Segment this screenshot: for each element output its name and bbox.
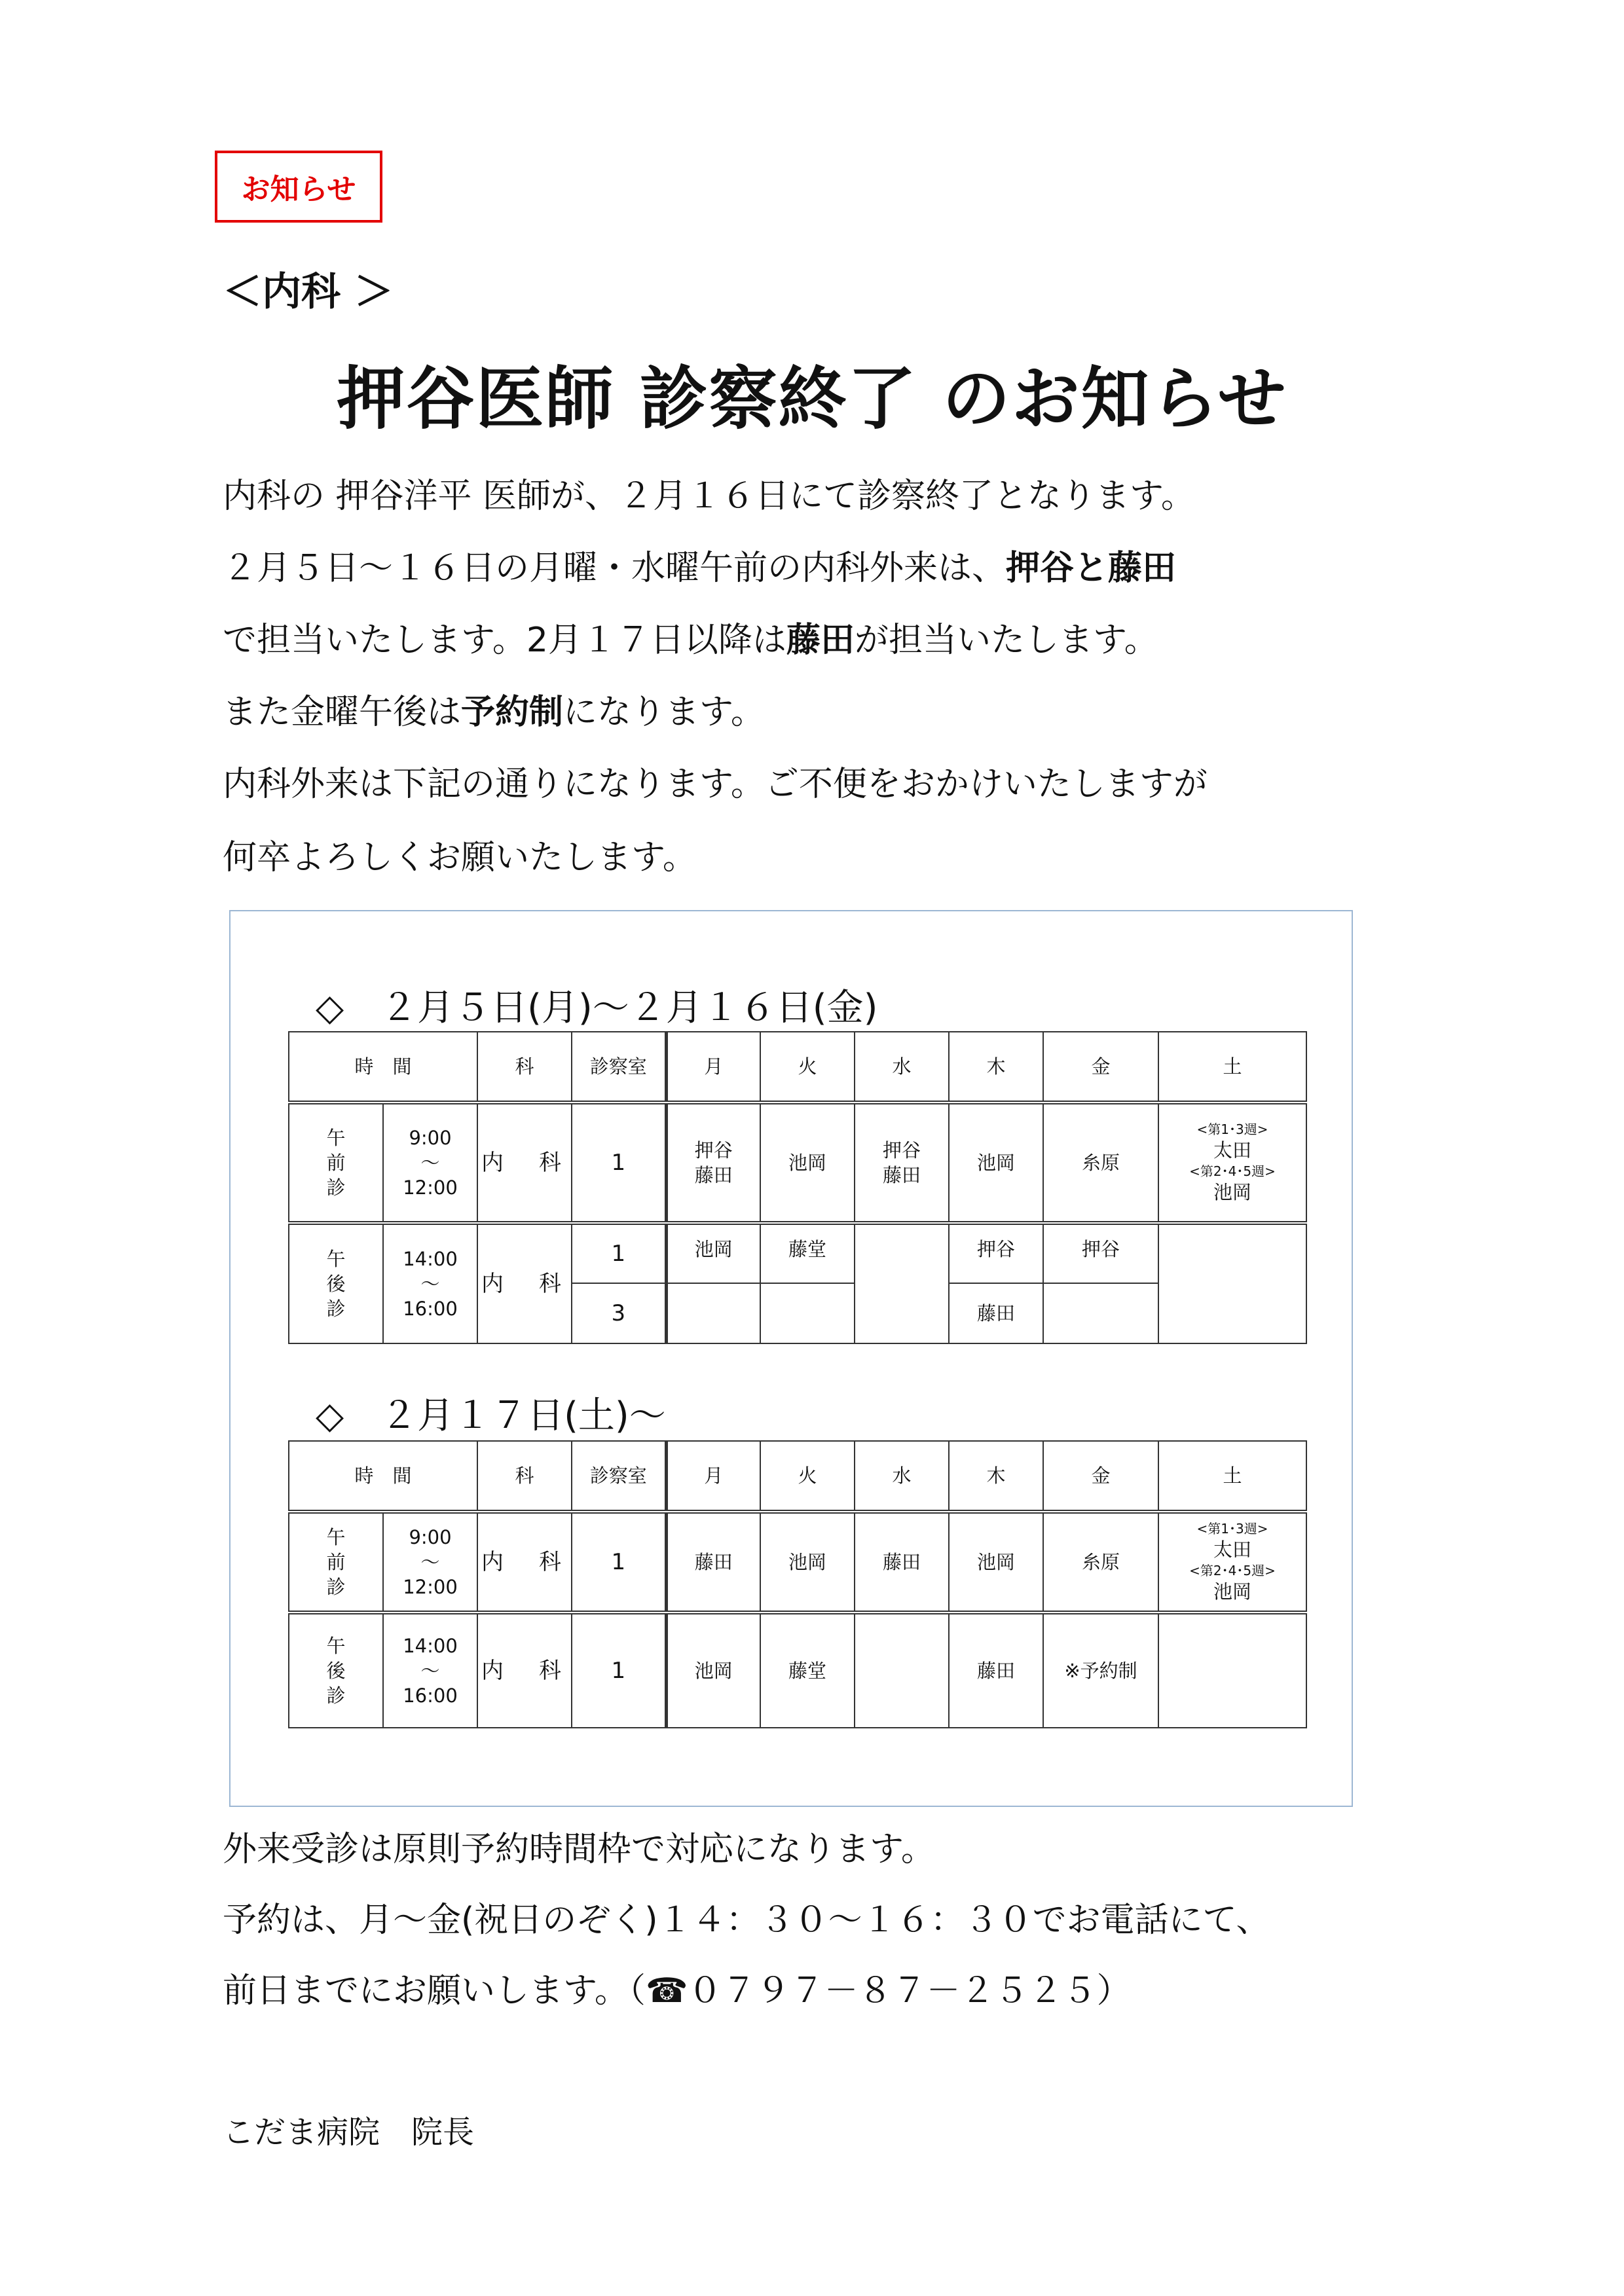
am-time: 9:00 ～ 12:00 bbox=[383, 1102, 477, 1223]
header-wed: 水 bbox=[855, 1032, 949, 1102]
header-mon: 月 bbox=[666, 1441, 760, 1512]
footer-line-2: 予約は、月～金(祝日のぞく)１４：３０～１６：３０でお電話にて、 bbox=[223, 1901, 1270, 1940]
table-row-pm-1 bbox=[289, 1223, 1306, 1283]
schedule-1-table bbox=[288, 1031, 1307, 1344]
header-wed: 水 bbox=[855, 1441, 949, 1512]
pm-fri: 押谷 bbox=[1043, 1223, 1158, 1283]
notice-badge: お知らせ bbox=[215, 151, 382, 223]
pm-fri-room3 bbox=[1043, 1283, 1158, 1343]
pm-tue: 藤堂 bbox=[760, 1223, 855, 1283]
department-label: ＜内科 ＞ bbox=[223, 269, 394, 315]
intro-emphasis: 予約制 bbox=[461, 693, 564, 732]
pm-label: 午 後 診 bbox=[289, 1613, 383, 1728]
pm-dept: 内 科 bbox=[477, 1223, 572, 1343]
table-row-am bbox=[289, 1102, 1306, 1223]
header-thu: 木 bbox=[949, 1032, 1043, 1102]
pm-room-3: 3 bbox=[572, 1283, 666, 1343]
pm-tue: 藤堂 bbox=[760, 1613, 855, 1728]
pm-mon: 池岡 bbox=[666, 1613, 760, 1728]
am-room: 1 bbox=[572, 1512, 666, 1613]
header-mon: 月 bbox=[666, 1032, 760, 1102]
table-row-am bbox=[289, 1512, 1306, 1613]
schedule-2-table bbox=[288, 1440, 1307, 1728]
pm-time: 14:00 ～ 16:00 bbox=[383, 1223, 477, 1343]
am-tue: 池岡 bbox=[760, 1102, 855, 1223]
intro-text: で担当いたします。2月１７日以降は bbox=[223, 621, 786, 660]
pm-label: 午 後 診 bbox=[289, 1223, 383, 1343]
page-title: 押谷医師 診察終了 のお知らせ bbox=[337, 359, 1287, 439]
pm-wed bbox=[855, 1223, 949, 1343]
am-dept: 内 科 bbox=[477, 1512, 572, 1613]
header-sat: 土 bbox=[1158, 1032, 1306, 1102]
am-mon: 藤田 bbox=[666, 1512, 760, 1613]
am-room: 1 bbox=[572, 1102, 666, 1223]
am-label: 午 前 診 bbox=[289, 1512, 383, 1613]
schedule-1-period: ◇ ２月５日(月)～２月１６日(金) bbox=[316, 987, 878, 1029]
pm-sat bbox=[1158, 1223, 1306, 1343]
am-sat: <第1･3週> 太田 <第2･4･5週> 池岡 bbox=[1158, 1512, 1306, 1613]
pm-sat bbox=[1158, 1613, 1306, 1728]
pm-fri: ※予約制 bbox=[1043, 1613, 1158, 1728]
am-fri: 糸原 bbox=[1043, 1512, 1158, 1613]
intro-line-1: 内科の 押谷洋平 医師が、２月１６日にて診察終了となります。 bbox=[223, 477, 1195, 516]
intro-line-3 bbox=[223, 621, 1158, 660]
header-dept: 科 bbox=[477, 1441, 572, 1512]
pm-thu: 押谷 bbox=[949, 1223, 1043, 1283]
am-tue: 池岡 bbox=[760, 1512, 855, 1613]
intro-text: が担当いたします。 bbox=[854, 621, 1158, 660]
am-wed: 藤田 bbox=[855, 1512, 949, 1613]
pm-thu: 藤田 bbox=[949, 1613, 1043, 1728]
header-sat: 土 bbox=[1158, 1441, 1306, 1512]
pm-room-1: 1 bbox=[572, 1223, 666, 1283]
intro-text: ２月５日～１６日の月曜・水曜午前の内科外来は、 bbox=[223, 549, 1006, 588]
table-row-pm bbox=[289, 1613, 1306, 1728]
header-thu: 木 bbox=[949, 1441, 1043, 1512]
footer-line-1: 外来受診は原則予約時間枠で対応になります。 bbox=[223, 1830, 935, 1869]
intro-emphasis: 押谷と藤田 bbox=[1006, 549, 1177, 588]
intro-line-5: 内科外来は下記の通りになります。ご不便をおかけいたしますが bbox=[223, 765, 1208, 804]
am-mon: 押谷 藤田 bbox=[666, 1102, 760, 1223]
am-wed: 押谷 藤田 bbox=[855, 1102, 949, 1223]
am-thu: 池岡 bbox=[949, 1102, 1043, 1223]
pm-room: 1 bbox=[572, 1613, 666, 1728]
header-dept: 科 bbox=[477, 1032, 572, 1102]
header-room: 診察室 bbox=[572, 1032, 666, 1102]
header-tue: 火 bbox=[760, 1032, 855, 1102]
pm-thu-room3: 藤田 bbox=[949, 1283, 1043, 1343]
intro-text: になります。 bbox=[563, 693, 765, 732]
am-thu: 池岡 bbox=[949, 1512, 1043, 1613]
pm-tue-room3 bbox=[760, 1283, 855, 1343]
table-header-row bbox=[289, 1441, 1306, 1512]
pm-wed bbox=[855, 1613, 949, 1728]
pm-mon: 池岡 bbox=[666, 1223, 760, 1283]
pm-dept: 内 科 bbox=[477, 1613, 572, 1728]
pm-time: 14:00 ～ 16:00 bbox=[383, 1613, 477, 1728]
header-fri: 金 bbox=[1043, 1032, 1158, 1102]
header-room: 診察室 bbox=[572, 1441, 666, 1512]
am-dept: 内 科 bbox=[477, 1102, 572, 1223]
header-time: 時 間 bbox=[289, 1032, 477, 1102]
intro-emphasis: 藤田 bbox=[786, 621, 855, 660]
signature: こだま病院 院長 bbox=[223, 2114, 475, 2151]
pm-mon-room3 bbox=[666, 1283, 760, 1343]
am-sat: <第1･3週> 太田 <第2･4･5週> 池岡 bbox=[1158, 1102, 1306, 1223]
intro-line-4 bbox=[223, 693, 765, 732]
header-tue: 火 bbox=[760, 1441, 855, 1512]
am-fri: 糸原 bbox=[1043, 1102, 1158, 1223]
intro-text: また金曜午後は bbox=[223, 693, 462, 732]
intro-line-2 bbox=[223, 549, 1176, 588]
am-label: 午 前 診 bbox=[289, 1102, 383, 1223]
header-time: 時 間 bbox=[289, 1441, 477, 1512]
schedule-2-period: ◇ ２月１７日(土)～ bbox=[316, 1394, 666, 1437]
intro-line-6: 何卒よろしくお願いたします。 bbox=[223, 838, 697, 877]
header-fri: 金 bbox=[1043, 1441, 1158, 1512]
footer-line-3: 前日までにお願いします。（☎０７９７－８７－２５２５） bbox=[223, 1971, 1131, 2011]
table-header-row bbox=[289, 1032, 1306, 1102]
am-time: 9:00 ～ 12:00 bbox=[383, 1512, 477, 1613]
